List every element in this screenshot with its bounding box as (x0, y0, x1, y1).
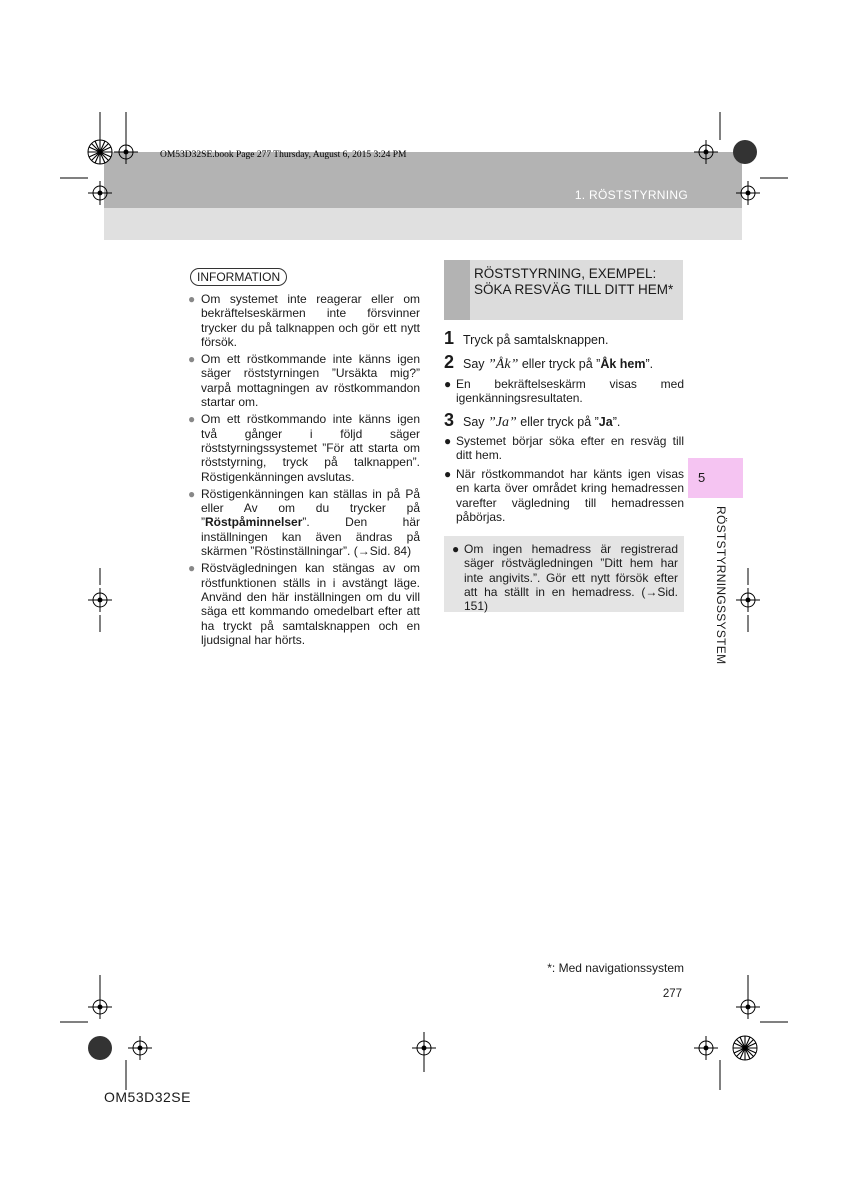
chapter-tab (688, 458, 743, 498)
information-label: INFORMATION (190, 268, 287, 286)
bullet-text: En bekräftelseskärm visas med igenkänningsresultaten. (456, 377, 684, 406)
info-item-text: ”. Den här inställningen kan även ändras på skärmen ”Röstinställningar”. ( (201, 515, 420, 559)
list-item (188, 352, 420, 409)
step-1 (444, 328, 608, 349)
step-text: Tryck på samtalsknappen. (463, 333, 609, 347)
chapter-number: 5 (698, 470, 706, 485)
document-code: OM53D32SE (104, 1089, 191, 1105)
step-text: eller tryck på ” (516, 415, 599, 429)
note-box (444, 536, 684, 612)
info-item-text: Röstigenkänningen kan ställas in på På eller Av om du trycker på ” (201, 486, 420, 530)
bullet-icon: ● (444, 434, 452, 448)
info-item-text: Om systemet inte reagerar eller om bekräftelseskärmen inte försvinner trycker du på talknappen och gör ett nytt försök. (201, 292, 420, 349)
bullet-text: När röstkommandot har känts igen visas en karta över området kring hemadressen varefter vägledning till hemadressen påbörjas. (456, 467, 684, 524)
step-text: ”. (612, 415, 621, 429)
page-reference: Sid. 151) (464, 584, 678, 614)
bullet-text: Systemet börjar söka efter en resväg till ditt hem. (456, 434, 684, 463)
information-list (188, 292, 420, 650)
bullet-item (444, 377, 684, 406)
list-item (188, 561, 420, 647)
step-3 (444, 410, 620, 431)
arrow-icon: → (645, 584, 658, 599)
list-item (188, 292, 420, 349)
step-text: Say (463, 415, 489, 429)
chapter-side-title: RÖSTSTYRNINGSSYSTEM (714, 506, 728, 665)
bullet-icon: ● (444, 467, 452, 481)
note-text (452, 542, 678, 613)
screen-button-name: Ja (598, 415, 613, 429)
voice-command: ”Ja” (488, 415, 517, 430)
bullet-icon: ● (444, 377, 452, 391)
info-item-bold: Röstpåminnelser (205, 515, 303, 530)
info-item-text: Om ett röstkommande inte känns igen säger röststyrningen ”Ursäkta mig?” varpå mottagningen av röstkommandon startar om. (201, 352, 420, 410)
step-text: eller tryck på ” (518, 357, 601, 371)
info-item-text: Om ett röstkommando inte känns igen två gånger i följd säger röststyrningssystemet ”För att starta om röststyrning, tryck på talknappen”. Röstigenkänningen avslutas. (201, 412, 420, 484)
page-reference: Sid. 84) (369, 544, 412, 559)
book-stamp: OM53D32SE.book Page 277 Thursday, August 6, 2015 3:24 PM (160, 150, 407, 160)
bullet-icon: ● (452, 542, 460, 556)
step-number: 2 (444, 352, 455, 372)
step-2 (444, 352, 653, 373)
note-body: Om ingen hemadress är registrerad säger röstvägledningen ”Ditt hem har inte angivits.”. Gör ett nytt försök efter att ha ställt in en hemadress. ( (464, 542, 678, 599)
bullet-icon: ● (188, 292, 196, 306)
list-item (188, 487, 420, 558)
example-heading-box (444, 260, 683, 320)
list-item (188, 412, 420, 483)
info-item-text: Röstvägledningen kan stängas av om röstfunktionen ställs in i avstängt läge. Använd den här inställningen om du vill säga ett kommando omedelbart efter att ha tryckt på samtalsknappen och en ljudsignal har hörts. (201, 561, 420, 647)
section-header: 1. RÖSTSTYRNING (574, 188, 688, 202)
bullet-icon: ● (188, 486, 196, 501)
example-title: RÖSTSTYRNING, EXEMPEL: SÖKA RESVÄG TILL DITT HEM* (474, 266, 674, 297)
bullet-item (444, 467, 684, 524)
arrow-icon: → (357, 544, 370, 559)
footnote: *: Med navigationssystem (547, 961, 684, 975)
step-text: ”. (645, 357, 654, 371)
step-text: Say (463, 357, 489, 371)
bullet-item (444, 434, 684, 463)
screen-button-name: Åk hem (600, 357, 646, 371)
step-number: 1 (444, 328, 455, 348)
bullet-icon: ● (188, 352, 196, 367)
bullet-icon: ● (188, 561, 196, 576)
step-number: 3 (444, 410, 455, 430)
voice-command: ”Åk” (488, 357, 519, 372)
page-number: 277 (662, 988, 682, 1000)
bullet-icon: ● (188, 412, 196, 427)
